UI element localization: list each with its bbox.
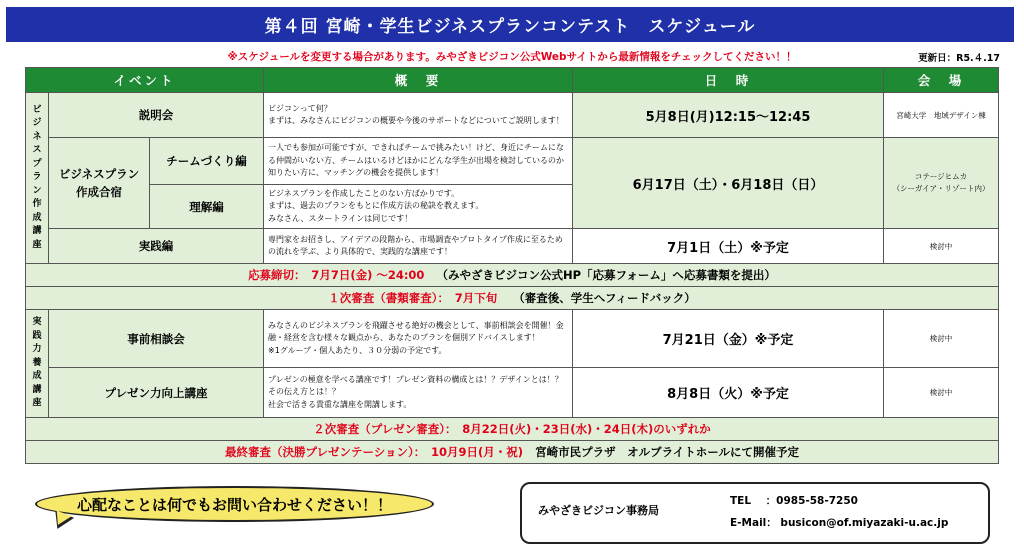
table-row xyxy=(26,138,999,185)
table-header-row xyxy=(26,68,999,93)
table-row xyxy=(26,418,999,441)
event-gasshuku: ビジネスプラン 作成合宿 xyxy=(49,138,150,229)
deadline-banner: 応募締切： 7月7日(金) 〜24:00 （みやざきビジコン公式HP「応募フォーム」へ応募書類を提出） xyxy=(26,264,999,287)
desc-presen: プレゼンの極意を学べる講座です！プレゼン資料の構成とは！？デザインとは！？その伝え方とは！？ 社会で活きる貴重な講座を開講します。 xyxy=(264,368,573,418)
second-review-banner: ２次審査（プレゼン審査）： 8月22日(火)・23日(水)・24日(木)のいずれか xyxy=(26,418,999,441)
desc-setsumeikai: ビジコンって何？ まずは、みなさんにビジコンの概要や今後のサポートなどについてご説明します！ xyxy=(264,93,573,138)
desc-jissen: 専門家をお招きし、アイデアの段階から、市場調査やプロトタイプ作成に至るための流れを学ぶ、より具体的で、実践的な講座です！ xyxy=(264,229,573,264)
email-label: E-Mail： xyxy=(730,517,777,529)
event-team: チームづくり編 xyxy=(150,138,264,185)
first-review-banner: １次審査（書類審査）： 7月下旬 （審査後、学生へフィードバック） xyxy=(26,287,999,310)
date-gasshuku: 6月17日（土）・6月18日（日） xyxy=(573,138,884,229)
venue-gasshuku: コテージヒムカ （シーガイア・リゾート内） xyxy=(884,138,999,229)
date-presen: 8月8日（火）※予定 xyxy=(573,368,884,418)
table-row xyxy=(26,229,999,264)
tel-line xyxy=(730,493,858,508)
header-date: 日 時 xyxy=(573,68,884,93)
change-notice: ※スケジュールを変更する場合があります。みやざきビジコン公式Webサイトから最新情報をチェックしてください！！ xyxy=(227,51,797,63)
header-venue: 会 場 xyxy=(884,68,999,93)
table-row xyxy=(26,310,999,368)
group-label-practical: 実 践 力 養 成 講 座 xyxy=(26,310,49,418)
final-review-banner: 最終審査（決勝プレゼンテーション）： 10月9日(月・祝) 宮崎市民プラザ オルブライトホールにて開催予定 xyxy=(26,441,999,464)
table-row xyxy=(26,441,999,464)
contact-box xyxy=(520,482,990,544)
desc-rikai: ビジネスプランを作成したことのない方ばかりです。 まずは、過去のプランをもとに作成方法の秘訣を教えます。 みなさん、スタートラインは同じです！ xyxy=(264,185,573,229)
schedule-table xyxy=(25,67,999,464)
venue-presen: 検討中 xyxy=(884,368,999,418)
office-name: みやざきビジコン事務局 xyxy=(538,504,659,517)
event-rikai: 理解編 xyxy=(150,185,264,229)
page-title: 第４回 宮崎・学生ビジネスプランコンテスト スケジュール xyxy=(6,7,1014,42)
email-line xyxy=(730,515,948,530)
group-label-business-plan: ビ ジ ネ ス プ ラ ン 作 成 講 座 xyxy=(26,93,49,264)
event-setsumeikai: 説明会 xyxy=(49,93,264,138)
date-jissen: 7月1日（土）※予定 xyxy=(573,229,884,264)
table-row xyxy=(26,368,999,418)
updated-date: 更新日：R5.４.17 xyxy=(918,53,1000,64)
venue-setsumeikai: 宮崎大学 地域デザイン棟 xyxy=(884,93,999,138)
date-jizen: 7月21日（金）※予定 xyxy=(573,310,884,368)
table-row xyxy=(26,264,999,287)
tel-label: TEL xyxy=(730,495,752,507)
header-summary: 概 要 xyxy=(264,68,573,93)
desc-jizen: みなさんのビジネスプランを飛躍させる絶好の機会として、事前相談会を開催！金融・経営を含む様々な観点から、あなたのプランを個別アドバイスします！ ※1グループ・個人あたり、３０分弱の予定です。 xyxy=(264,310,573,368)
venue-jissen: 検討中 xyxy=(884,229,999,264)
email-address[interactable]: busicon@of.miyazaki-u.ac.jp xyxy=(780,517,949,529)
table-row xyxy=(26,287,999,310)
contact-speech-bubble: 心配なことは何でもお問い合わせください！！ xyxy=(35,486,434,522)
venue-jizen: 検討中 xyxy=(884,310,999,368)
table-row xyxy=(26,93,999,138)
event-jizen: 事前相談会 xyxy=(49,310,264,368)
header-event: イベント xyxy=(26,68,264,93)
date-setsumeikai: 5月8日(月)12:15〜12:45 xyxy=(573,93,884,138)
event-presen: プレゼン力向上講座 xyxy=(49,368,264,418)
desc-team: 一人でも参加が可能ですが、できればチームで挑みたい！けど、身近にチームになる仲間がいない方、チームはいるけどほかにどんな学生が出場を検討しているのか知りたい方に、マッチングの機会を提供します！ xyxy=(264,138,573,185)
event-jissen: 実践編 xyxy=(49,229,264,264)
tel-number[interactable]: ：0985-58-7250 xyxy=(765,495,858,507)
